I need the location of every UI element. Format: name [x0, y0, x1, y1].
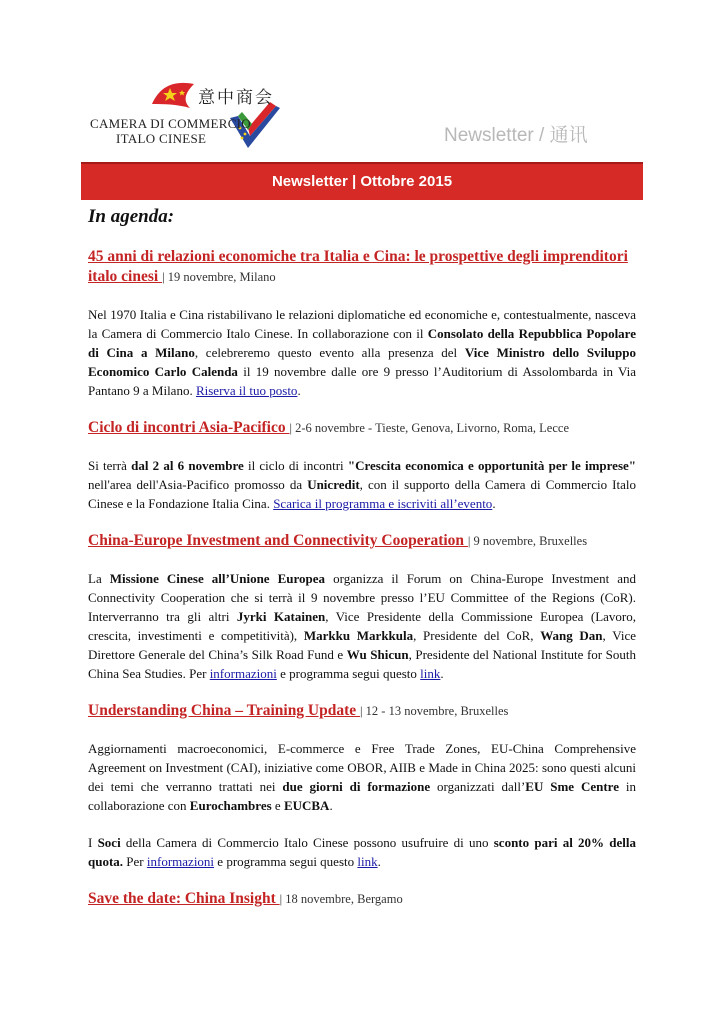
inline-link[interactable]: link	[357, 854, 378, 869]
event-description	[88, 833, 636, 871]
chamber-logo	[90, 78, 288, 152]
body-text: Si terrà	[88, 458, 132, 473]
body-text: .	[297, 383, 301, 398]
event-section	[88, 889, 636, 909]
body-text: .	[329, 798, 333, 813]
event-date-location: | 2-6 novembre - Tieste, Genova, Livorno, Roma, Lecce	[289, 421, 570, 435]
body-text: e	[271, 798, 284, 813]
body-text: La	[88, 571, 110, 586]
inline-link[interactable]: informazioni	[209, 666, 277, 681]
event-title-link[interactable]: Understanding China – Training Update	[88, 702, 361, 719]
body-text: Nel 1970 Italia e Cina ristabilivano le relazioni diplomatiche ed economiche e, contestualmente, nasceva la Camera di Commercio Italo Cinese. In collaborazione con il	[88, 307, 636, 341]
event-date-location: | 19 novembre, Milano	[162, 270, 276, 284]
event-description	[88, 456, 636, 513]
body-text: organizza il Forum on China-Europe Investment and Connectivity Cooperation che si terrà il 9 novembre presso l’EU Committee of the Regions (CoR). Interverranno tra gli altri	[88, 571, 636, 624]
body-text: , Presidente del National Institute for South China Sea Studies. Per	[88, 647, 636, 681]
bold-text: Missione Cinese all’Unione Europea	[109, 571, 326, 586]
newsletter-title-band: Newsletter | Ottobre 2015	[81, 162, 643, 200]
event-section	[88, 701, 636, 871]
logo-name-line1: CAMERA DI COMMERCIO	[90, 116, 251, 131]
event-description	[88, 739, 636, 815]
bold-text: due giorni di formazione	[282, 779, 431, 794]
bold-text: Wang Dan	[540, 628, 603, 643]
body-text: della Camera di Commercio Italo Cinese possono usufruire di uno	[120, 835, 494, 850]
bold-text: Wu Shicun	[346, 647, 409, 662]
bold-text: Eurochambres	[189, 798, 272, 813]
bold-text: Soci	[97, 835, 121, 850]
agenda-heading: In agenda:	[88, 206, 175, 227]
body-text: e programma segui questo	[276, 666, 421, 681]
bold-text: Jyrki Katainen	[236, 609, 326, 624]
bold-text: Markku Markkula	[303, 628, 414, 643]
body-text: organizzati dall’	[430, 779, 526, 794]
logo-name-line2: ITALO CINESE	[116, 131, 207, 146]
body-text: , Vice Presidente della Commissione Europea (Lavoro, crescita, investimenti e competitività),	[88, 609, 636, 643]
event-description	[88, 569, 636, 683]
event-heading	[88, 247, 636, 287]
event-date-location: | 9 novembre, Bruxelles	[467, 534, 588, 548]
body-text: Per	[123, 854, 147, 869]
event-title-link[interactable]: Ciclo di incontri Asia-Pacifico	[88, 419, 290, 436]
event-heading	[88, 531, 636, 551]
body-text: il 19 novembre dalle ore 9 presso l’Auditorium di Assolombarda in Via Pantano 9 a Milano.	[88, 364, 636, 398]
bold-text: EU Sme Centre	[525, 779, 619, 794]
body-text: , con il supporto della Camera di Commercio Italo Cinese e la Fondazione Italia Cina.	[88, 477, 636, 511]
body-text: .	[492, 496, 496, 511]
event-heading	[88, 418, 636, 438]
bold-text: Consolato della Repubblica Popolare di Cina a Milano	[88, 326, 636, 360]
inline-link[interactable]: Riserva il tuo posto	[195, 383, 298, 398]
body-text: .	[440, 666, 444, 681]
event-title-link[interactable]: Save the date: China Insight	[88, 890, 280, 907]
event-heading	[88, 889, 636, 909]
logo-chinese-name: 意中商会	[198, 88, 274, 108]
events-list	[88, 247, 636, 927]
event-section	[88, 531, 636, 683]
event-title-link[interactable]: China-Europe Investment and Connectivity Cooperation	[88, 532, 468, 549]
body-text: I	[88, 835, 98, 850]
event-heading	[88, 701, 636, 721]
newsletter-label: Newsletter / 通讯	[444, 125, 588, 146]
event-title-link[interactable]: 45 anni di relazioni economiche tra Italia e Cina: le prospettive degli imprenditori italo cinesi	[88, 248, 628, 285]
event-section	[88, 247, 636, 400]
body-text: in collaborazione con	[88, 779, 636, 813]
bold-text: EUCBA	[283, 798, 330, 813]
bold-text: Unicredit	[307, 477, 360, 492]
body-text: nell'area dell'Asia-Pacifico promosso da	[88, 477, 308, 492]
inline-link[interactable]: link	[420, 666, 441, 681]
body-text: Aggiornamenti macroeconomici, E-commerce e Free Trade Zones, EU-China Comprehensive Agreement on Investment (CAI), iniziative come OBOR, AIIB e Made in China 2025: sono questi alcuni dei temi che verranno trattati nei	[88, 741, 636, 794]
body-text: , Presidente del CoR,	[413, 628, 541, 643]
body-text: .	[377, 854, 381, 869]
event-date-location: | 18 novembre, Bergamo	[279, 892, 403, 906]
event-section	[88, 418, 636, 513]
bold-text: dal 2 al 6 novembre	[131, 458, 244, 473]
bold-text: sconto pari al 20% della quota.	[88, 835, 636, 869]
body-text: , celebreremo questo evento alla presenza del	[194, 345, 465, 360]
body-text: il ciclo di incontri	[243, 458, 348, 473]
event-date-location: | 12 - 13 novembre, Bruxelles	[360, 704, 509, 718]
inline-link[interactable]: Scarica il programma e iscriviti all’evento	[273, 496, 493, 511]
inline-link[interactable]: informazioni	[146, 854, 215, 869]
body-text: e programma segui questo	[214, 854, 358, 869]
body-text: , Vice Direttore Generale del China’s Silk Road Fund e	[88, 628, 636, 662]
event-description	[88, 305, 636, 400]
bold-text: "Crescita economica e opportunità per le imprese"	[347, 458, 636, 473]
bold-text: Vice Ministro dello Sviluppo Economico Carlo Calenda	[88, 345, 636, 379]
